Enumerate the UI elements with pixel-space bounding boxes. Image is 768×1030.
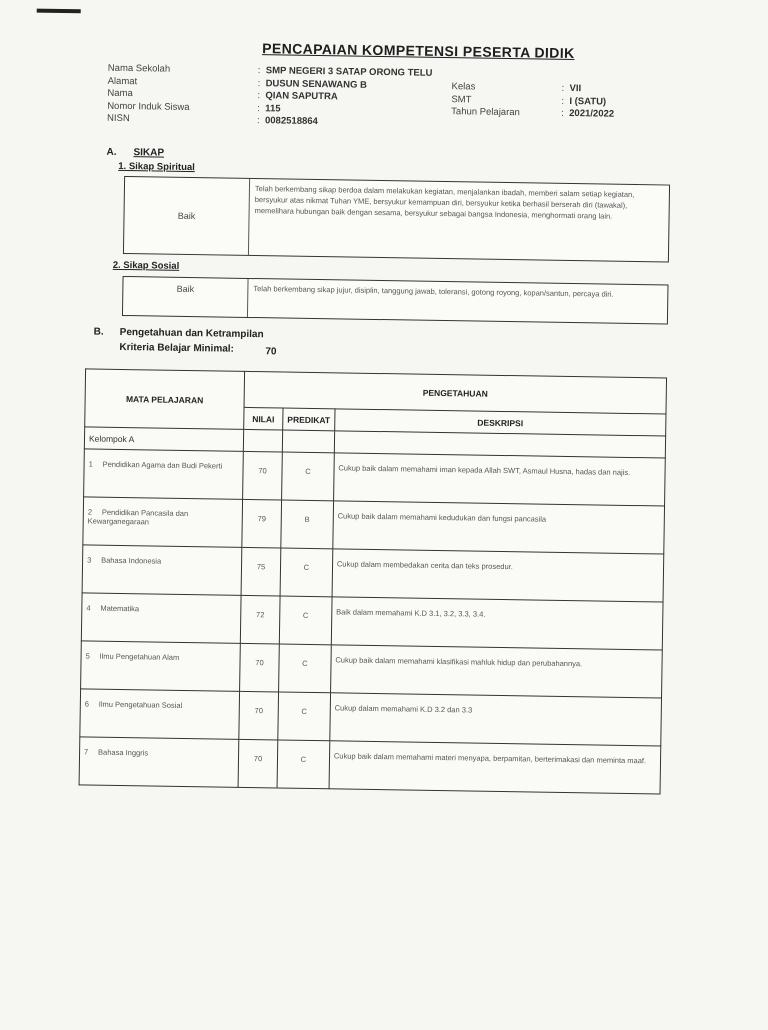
- row-number: 6: [84, 699, 90, 709]
- col-nilai: NILAI: [244, 407, 283, 430]
- grade-value: 72: [240, 595, 280, 644]
- grade-description: Cukup baik dalam memahami klasifikasi mahluk hidup dan perubahannya.: [330, 645, 662, 698]
- identity-right-label: Kelas: [451, 81, 476, 93]
- subject-name: Matematika: [100, 603, 140, 614]
- table-row: [79, 737, 661, 794]
- kkm-label: Kriteria Belajar Minimal:: [119, 341, 235, 355]
- spiritual-description: Telah berkembang sikap berdoa dalam melakukan kegiatan, menjalankan ibadah, memberi salam setiap kegiatan, bersyukur atas nikmat Tuhan YME, bersyukur kemampuan diri, bersyukur ketika berhasil berserah diri (tawakal), memelihara hubungan baik dengan sesama, bersyukur sebagai bangsa Indonesia, menghormati orang lain.: [254, 184, 635, 221]
- identity-right-colon: :: [561, 82, 565, 94]
- sosial-predicate: Baik: [123, 277, 249, 317]
- subject-name: Pendidikan Agama dan Budi Pekerti: [102, 459, 223, 471]
- col-predikat: PREDIKAT: [283, 408, 335, 431]
- identity-left-colon: :: [257, 90, 261, 102]
- page-title: PENCAPAIAN KOMPETENSI PESERTA DIDIK: [262, 40, 575, 62]
- identity-right: [451, 81, 652, 122]
- identity-left-colon: :: [257, 77, 261, 89]
- grade-predicate: C: [277, 740, 330, 789]
- identity-left-value: QIAN SAPUTRA: [265, 90, 338, 103]
- kkm-value: 70: [265, 346, 277, 358]
- identity-left-value: DUSUN SENAWANG B: [265, 77, 368, 91]
- grade-description: Cukup baik dalam memahami materi menyapa, berpamitan, berterimakasi dan meminta maaf.: [329, 741, 661, 794]
- spiritual-box: [123, 176, 670, 263]
- scan-mark: [37, 9, 81, 14]
- subject-name: Pendidikan Pancasila dan Kewarganegaraan: [87, 507, 189, 527]
- grade-value: 79: [242, 499, 282, 548]
- identity-left-value: 115: [265, 102, 281, 114]
- row-number: 5: [85, 651, 90, 661]
- grade-description: Cukup dalam memahami K.D 3.2 dan 3.3: [330, 693, 662, 746]
- identity-left-colon: :: [257, 65, 261, 77]
- grade-predicate: C: [280, 548, 333, 597]
- grade-predicate: C: [278, 692, 331, 741]
- identity-left: [107, 63, 468, 131]
- row-number: 7: [84, 747, 89, 757]
- grade-description: Cukup dalam membedakan cerita dan teks prosedur.: [332, 549, 664, 602]
- identity-left-label: Nama Sekolah: [107, 62, 171, 75]
- identity-right-colon: :: [561, 107, 564, 119]
- identity-left-label: Alamat: [107, 75, 138, 87]
- identity-right-row: [451, 106, 651, 122]
- spiritual-heading: 1. Sikap Spiritual: [118, 160, 195, 174]
- row-number: 4: [86, 603, 91, 613]
- identity-right-value: VII: [569, 82, 582, 95]
- identity-left-colon: :: [257, 102, 260, 114]
- grades-table: [79, 368, 667, 794]
- col-pengetahuan: PENGETAHUAN: [244, 371, 667, 414]
- identity-right-label: Tahun Pelajaran: [451, 106, 520, 119]
- identity-left-label: Nama: [107, 87, 133, 100]
- identity-left-colon: :: [256, 115, 260, 127]
- spiritual-predicate: Baik: [124, 177, 250, 255]
- row-number: 3: [87, 555, 92, 565]
- col-deskripsi: DESKRIPSI: [334, 409, 665, 436]
- subject-name: Bahasa Inggris: [98, 747, 149, 758]
- grade-value: 70: [238, 739, 278, 788]
- row-number: 2: [87, 507, 93, 517]
- grade-predicate: C: [279, 596, 332, 645]
- subject-name: Ilmu Pengetahuan Alam: [99, 651, 180, 662]
- grade-predicate: B: [281, 500, 334, 549]
- group-label: Kelompok A: [84, 427, 243, 451]
- sosial-description: Telah berkembang sikap jujur, disiplin, tanggung jawab, toleransi, gotong royong, kopan/santun, percaya diri.: [253, 284, 614, 299]
- identity-right-value: 2021/2022: [569, 107, 615, 120]
- identity-left-value: SMP NEGERI 3 SATAP ORONG TELU: [265, 65, 433, 79]
- grade-description: Baik dalam memahami K.D 3.1, 3.2, 3.3, 3.4.: [331, 597, 663, 650]
- identity-right-label: SMT: [451, 93, 472, 105]
- grade-predicate: C: [282, 452, 335, 501]
- grade-value: 70: [240, 643, 280, 692]
- col-mapel: MATA PELAJARAN: [85, 369, 245, 429]
- sosial-heading: 2. Sikap Sosial: [112, 259, 180, 272]
- identity-left-value: 0082518864: [264, 115, 318, 128]
- identity-left-label: Nomor Induk Siswa: [107, 100, 190, 113]
- grade-value: 70: [239, 691, 279, 740]
- identity-left-label: NISN: [106, 112, 130, 125]
- subject-name: Bahasa Indonesia: [101, 555, 162, 566]
- grade-value: 70: [243, 451, 283, 500]
- section-a-letter: A.: [106, 146, 117, 158]
- identity-right-value: I (SATU): [569, 95, 607, 108]
- subject-name: Ilmu Pengetahuan Sosial: [98, 699, 183, 710]
- section-a-title: SIKAP: [133, 147, 165, 159]
- identity-right-colon: :: [561, 95, 565, 107]
- grade-value: 75: [241, 547, 281, 596]
- grade-description: Cukup baik dalam memahami iman kepada Allah SWT, Asmaul Husna, hadas dan najis.: [333, 453, 665, 506]
- row-number: 1: [88, 459, 93, 469]
- grade-predicate: C: [279, 644, 332, 693]
- grade-description: Cukup baik dalam memahami kedudukan dan fungsi pancasila: [333, 501, 665, 554]
- sosial-box: [122, 276, 669, 325]
- section-b-letter: B.: [93, 326, 104, 338]
- section-b-title: Pengetahuan dan Ketrampilan: [119, 326, 264, 341]
